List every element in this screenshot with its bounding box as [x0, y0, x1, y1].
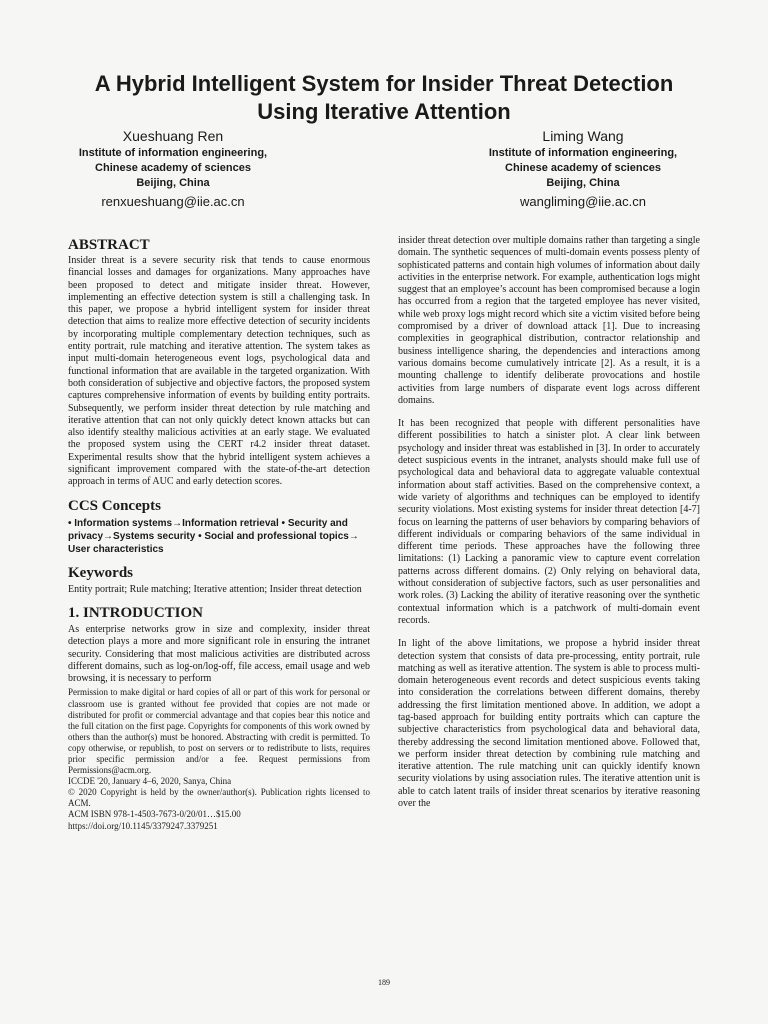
copyright-notice: © 2020 Copyright is held by the owner/author(s). Publication rights licensed to ACM.	[68, 787, 370, 809]
author-affiliation: Chinese academy of sciences	[95, 162, 251, 174]
author-location: Beijing, China	[136, 177, 210, 189]
doi-link[interactable]: https://doi.org/10.1145/3379247.3379251	[68, 820, 218, 831]
conference-info: ICCDE '20, January 4–6, 2020, Sanya, China	[68, 776, 232, 787]
author-affiliation: Chinese academy of sciences	[505, 162, 661, 174]
body-paragraph: In light of the above limitations, we propose a hybrid insider threat detection system that consists of data pre-processing, entity portrait, rule matching as well as iterative attention. The system is able to process multi-domain heterogeneous event records and detect suspicious events taking into consideration the correlations between different domains, thereby addressing the first limitation mentioned above. In addition, we adopt a tag-based approach for building entity portraits which can capture the subjective characteristics from psychological data and behavioral data, thereby addressing the second limitation mentioned above. Followed that, we perform insider threat detection by combining rule matching and iterative attention. The rule matching unit can quickly identify known security violations by using association rules. The iterative attention unit is able to catch latent trails of insider threat scenarios by iterative reasoning over the	[398, 638, 700, 810]
title-line-2: Using Iterative Attention	[257, 99, 511, 124]
author-location: Beijing, China	[546, 177, 620, 189]
page-number: 189	[378, 978, 390, 987]
permission-block	[68, 687, 370, 831]
body-paragraph: It has been recognized that people with different personalities have different possibilities to hatch a sinister plot. A clear link between psychology and insider threat was established in [3]. In order to accurately detect suspicious events in the intranet, analysts should make full use of psychological data and behavioral data to aggregate valuable contextual information about staff activities. Based on the comprehensive context, a wide variety of algorithms and techniques can be employed to identify security violations. Most existing systems for insider threat detection [4-7] focus on learning the patterns of user behaviors by comparing behaviors of different individuals or comparing behaviors of the same individual in different time periods. These approaches have the following three limitations: (1) Lacking a panoramic view to capture event correlation patterns across different domains. (2) Only relying on behavioral data, without consideration of subjective factors, such as user personalities and work roles. (3) Lacking the ability of iterative reasoning over the synthetic contextual information which is a patchwork of multi-domain event records.	[398, 418, 700, 626]
author-email: wangliming@iie.ac.cn	[520, 194, 646, 209]
author-block-1	[43, 126, 303, 211]
paper-title	[40, 70, 728, 126]
ccs-concepts: • Information systems→Information retrieval • Security and privacy→Systems security • Social and professional topics→ User characteristics	[68, 517, 359, 555]
permission-notice: Permission to make digital or hard copies of all or part of this work for personal or classroom use is granted without fee provided that copies are not made or distributed for profit or commercial advantage and that copies bear this notice and the full citation on the first page. Copyrights for components of this work owned by others than the author(s) must be honored. Abstracting with credit is permitted. To copy otherwise, or republish, to post on servers or to redistribute to lists, requires prior specific permission and/or a fee. Request permissions from Permissions@acm.org.	[68, 687, 370, 776]
author-email: renxueshuang@iie.ac.cn	[101, 194, 245, 209]
ccs-heading: CCS Concepts	[68, 497, 161, 514]
author-block-2	[453, 126, 713, 211]
title-line-1: A Hybrid Intelligent System for Insider Threat Detection	[94, 71, 674, 96]
abstract-text: Insider threat is a severe security risk that tends to cause enormous financial losses and damages for organizations. Many approaches have been proposed to detect and mitigate insider threat. However, implementing an effective detection system is still a challenging task. In this paper, we propose a hybrid intelligent system for insider threat detection that aims to realize more effective detection of security incidents by incorporating multiple complementary detection techniques, such as entity portrait, rule matching and iterative attention. The system takes as input multi-domain heterogeneous event logs, psychological data and functional information that are available in the targeted organization. With both consideration of subjective and objective factors, the proposed system captures comprehensive information of events by building entity portraits. Subsequently, we perform insider threat detection by rule matching and iterative attention that can not only quickly detect known attacks but can also identify stealthy malicious activities at an early stage. We evaluated the proposed system using the CERT r4.2 insider threat dataset. Experimental results show that the hybrid intelligent system achieves a significant improvement compared with the state-of-the-art detection approach in terms of AUC and early detection scores.	[68, 255, 370, 488]
left-column	[68, 235, 370, 832]
keywords-heading: Keywords	[68, 564, 133, 581]
introduction-heading: 1. INTRODUCTION	[68, 604, 204, 621]
abstract-heading: ABSTRACT	[68, 237, 150, 253]
introduction-text: As enterprise networks grow in size and complexity, insider threat detection plays a more and more significant role in ensuring the intranet security. Considering that most malicious activities are distributed across different domains, such as log-on/log-off, file access, email usage and web browsing, it is necessary to perform	[68, 623, 370, 685]
author-name: Liming Wang	[542, 128, 624, 144]
author-affiliation: Institute of information engineering,	[78, 147, 268, 159]
author-affiliation: Institute of information engineering,	[488, 147, 678, 159]
keywords-text: Entity portrait; Rule matching; Iterative attention; Insider threat detection	[68, 583, 362, 595]
isbn-info: ACM ISBN 978-1-4503-7673-0/20/01…$15.00	[68, 809, 241, 820]
right-column	[398, 235, 700, 821]
author-name: Xueshuang Ren	[122, 128, 224, 144]
body-paragraph: insider threat detection over multiple domains rather than targeting a single domain. The synthetic sequences of multi-domain events possess plenty of sophisticated patterns and contain high volumes of information about daily activities in the enterprise network. For example, authentication logs might suggest that an employee’s account has been compromised because a login has occurred from a region that the targeted employee has never visited, while web proxy logs might record which site a victim visited before being compromised by a driver of download attack [1]. Due to increasing complexities in geographical distribution, contractor relationship and business intelligence sharing, the dependencies and interactions among various domains become cumulatively intricate [2]. As a result, it is a mounting challenge to identify deliberate provocations and hostile activities from large numbers of disparate event logs across different domains.	[398, 235, 700, 406]
